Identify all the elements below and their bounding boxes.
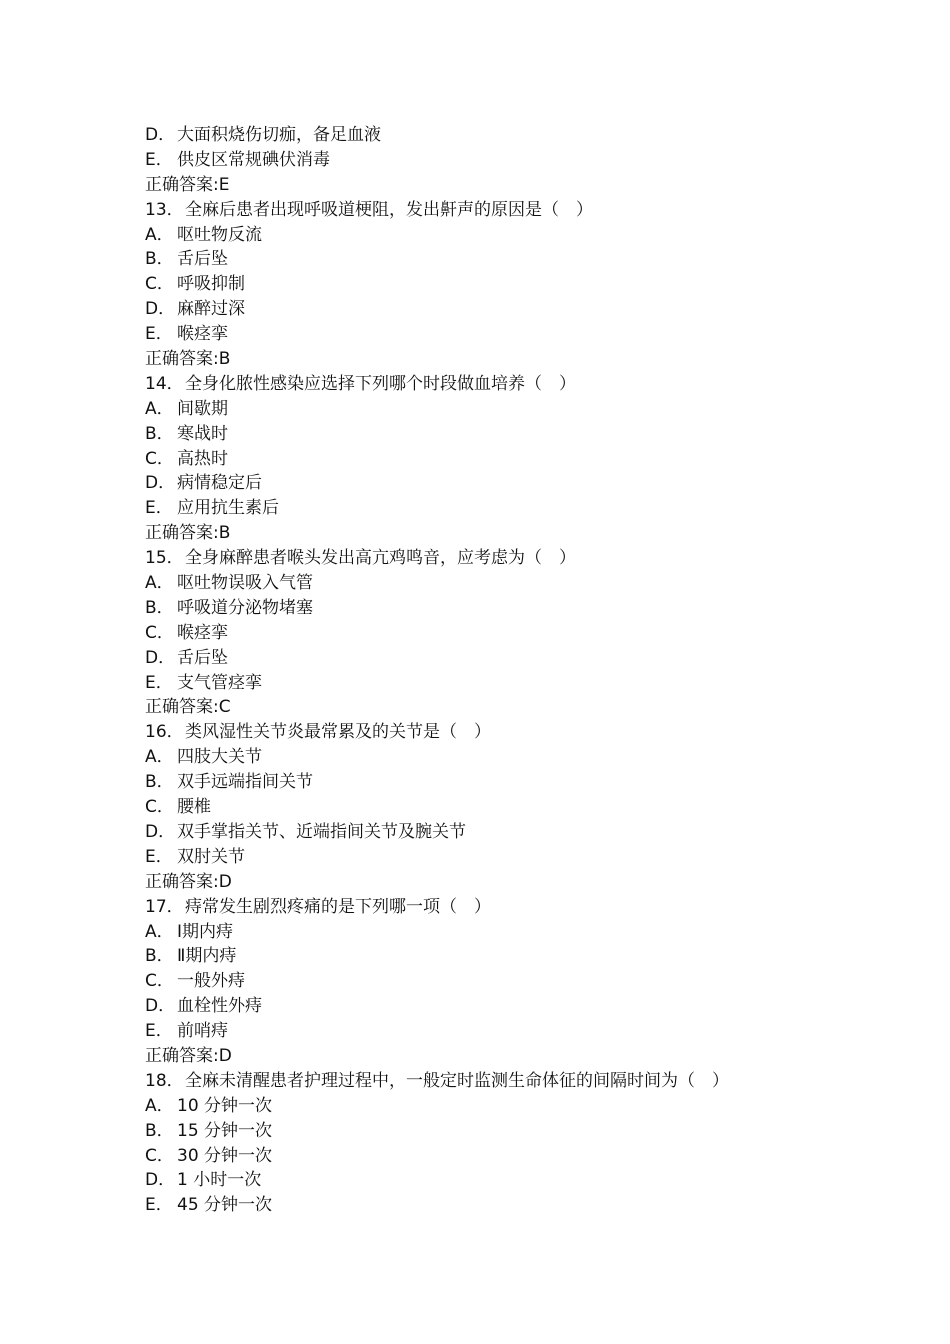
option-b: B． 15 分钟一次 — [145, 1120, 273, 1141]
option-d: D． 大面积烧伤切痂，备足血液 — [145, 125, 381, 145]
option-c: C． 喉痉挛 — [145, 622, 228, 643]
question-17 — [145, 895, 845, 1069]
option-c: C． 呼吸抑制 — [145, 274, 245, 295]
option-b: B． 寒战时 — [145, 423, 228, 444]
option-a: A． 呕吐物误吸入气管 — [145, 573, 313, 594]
option-c: C． 高热时 — [145, 448, 228, 469]
option-e: E． 双肘关节 — [145, 846, 245, 867]
option-e: E． 喉痉挛 — [145, 324, 228, 345]
question-14 — [145, 372, 845, 546]
answer-line: 正确答案:C — [145, 697, 231, 718]
option-b: B． 双手远端指间关节 — [145, 772, 313, 793]
answer-line: 正确答案:B — [145, 349, 231, 370]
option-d: D． 麻醉过深 — [145, 299, 245, 320]
question-16 — [145, 720, 845, 894]
option-e: E． 45 分钟一次 — [145, 1195, 273, 1216]
option-b: B． 舌后坠 — [145, 249, 228, 270]
document-page — [145, 123, 845, 1218]
answer-line: 正确答案:E — [145, 174, 230, 195]
option-d: D． 双手掌指关节、近端指间关节及腕关节 — [145, 821, 466, 842]
answer-line: 正确答案:B — [145, 523, 231, 544]
answer-line: 正确答案:D — [145, 1045, 232, 1066]
question-stem: 15．全身麻醉患者喉头发出高亢鸡鸣音，应考虑为（ ） — [145, 548, 576, 569]
option-b: B． Ⅱ期内痔 — [145, 946, 237, 967]
option-a: A． 间歇期 — [145, 398, 228, 419]
question-15 — [145, 546, 845, 720]
option-d: D． 舌后坠 — [145, 647, 228, 668]
question-stem: 17．痔常发生剧烈疼痛的是下列哪一项（ ） — [145, 896, 491, 917]
option-e: E． 前哨痔 — [145, 1021, 228, 1042]
question-18 — [145, 1069, 845, 1218]
option-a: A． Ⅰ期内痔 — [145, 921, 234, 942]
option-c: C． 一般外痔 — [145, 971, 245, 992]
question-13 — [145, 198, 845, 372]
option-c: C． 腰椎 — [145, 797, 211, 818]
question-stem: 13．全麻后患者出现呼吸道梗阻，发出鼾声的原因是（ ） — [145, 199, 593, 220]
option-b: B． 呼吸道分泌物堵塞 — [145, 597, 313, 618]
option-e: E． 支气管痉挛 — [145, 672, 262, 693]
option-d: D． 血栓性外痔 — [145, 996, 262, 1017]
option-d: D． 病情稳定后 — [145, 473, 262, 494]
question-fragment — [145, 123, 845, 198]
question-stem: 18．全麻未清醒患者护理过程中，一般定时监测生命体征的间隔时间为（ ） — [145, 1070, 729, 1091]
answer-line: 正确答案:D — [145, 871, 232, 892]
option-a: A． 四肢大关节 — [145, 747, 262, 768]
option-e: E． 应用抗生素后 — [145, 498, 279, 519]
option-a: A． 10 分钟一次 — [145, 1095, 273, 1116]
option-d: D． 1 小时一次 — [145, 1170, 262, 1191]
option-c: C． 30 分钟一次 — [145, 1145, 273, 1166]
question-stem: 16．类风湿性关节炎最常累及的关节是（ ） — [145, 722, 491, 743]
question-stem: 14．全身化脓性感染应选择下列哪个时段做血培养（ ） — [145, 373, 576, 394]
option-e: E． 供皮区常规碘伏消毒 — [145, 149, 330, 170]
option-a: A． 呕吐物反流 — [145, 224, 262, 245]
